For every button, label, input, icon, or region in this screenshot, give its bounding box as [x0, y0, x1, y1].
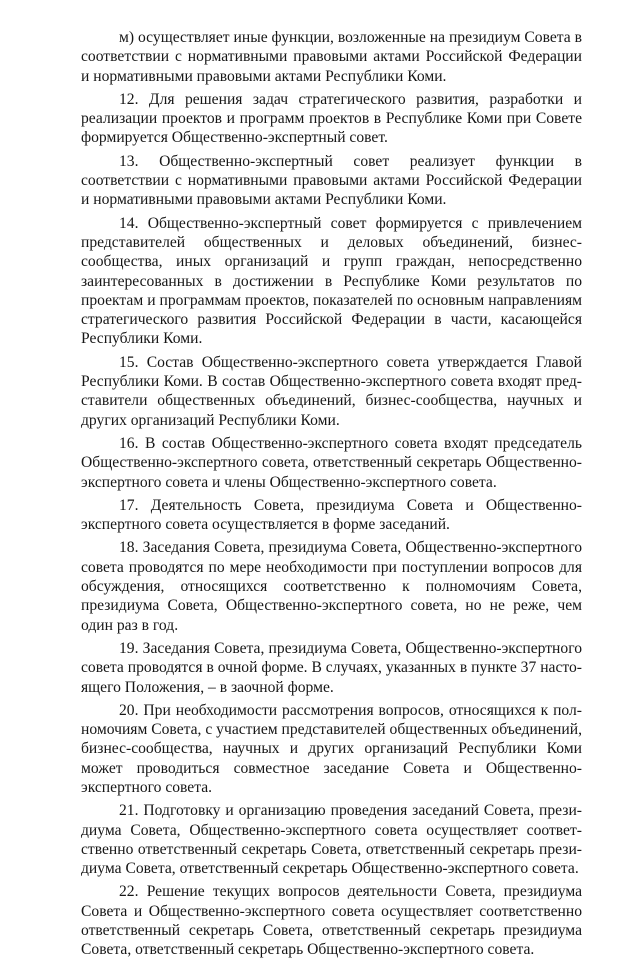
paragraph-22: 22. Решение текущих вопросов деятельности Совета, президиума Совета и Общественно-экспертного совета осуществляет соответственно ответственный секретарь Совета, ответственный секретарь президиума Совета, ответственный секретарь Общественно-экспертного совета.: [81, 883, 582, 959]
paragraph-21: 21. Подготовку и организацию проведения заседаний Совета, президиума Совета, Общественно-экспертного совета осуществляет соответственно ответственный секретарь Совета, ответственный секретарь президиума Совета, ответственный секретарь Общественно-экспертного совета.: [81, 802, 582, 878]
paragraph-13: 13. Общественно-экспертный совет реализует функции в соответствии с нормативными правовыми актами Российской Федерации и нормативными правовыми актами Республики Коми.: [81, 152, 582, 209]
paragraph-12: 12. Для решения задач стратегического развития, разработки и реализации проектов и программ проектов в Республике Коми при Совете формируется Общественно-экспертный совет.: [81, 90, 582, 147]
paragraph-item-m: м) осуществляет иные функции, возложенные на президиум Совета в соответствии с нормативными правовыми актами Российской Федерации и нормативными правовыми актами Республики Коми.: [81, 29, 582, 85]
paragraph-19: 19. Заседания Совета, президиума Совета, Общественно-экспертного совета проводятся в очной форме. В случаях, указанных в пункте 37 настоящего Положения, – в заочной форме.: [81, 639, 582, 696]
paragraph-20: 20. При необходимости рассмотрения вопросов, относящихся к полномочиям Совета, с участием представителей общественных объединений, бизнес-сообщества, научных и других организаций Республики Коми может проводиться совместное заседание Совета и Общественно-экспертного совета.: [81, 701, 582, 796]
paragraph-16: 16. В состав Общественно-экспертного совета входят председатель Общественно-экспертного совета, ответственный секретарь Общественно-экспертного совета и члены Общественно-экспертного совета.: [81, 434, 582, 491]
paragraph-15: 15. Состав Общественно-экспертного совета утверждается Главой Республики Коми. В состав Общественно-экспертного совета входят представители общественных объединений, бизнес-сообщества, научных и других организаций Республики Коми.: [81, 353, 582, 429]
paragraph-14: 14. Общественно-экспертный совет формируется с привлечением представителей общественных и деловых объединений, бизнес-сообщества, иных организаций и групп граждан, непосредственно заинтересованных в достижении в Республике Коми результатов по проектам и программам проектов, показателей по основным направлениям стратегического развития Российской Федерации в части, касающейся Республики Коми.: [81, 214, 582, 348]
paragraph-17: 17. Деятельность Совета, президиума Совета и Общественно-экспертного совета осуществляется в форме заседаний.: [81, 496, 582, 534]
paragraph-18: 18. Заседания Совета, президиума Совета, Общественно-экспертного совета проводятся по мере необходимости при поступлении вопросов для обсуждения, относящихся соответственно к полномочиям Совета, президиума Совета, Общественно-экспертного совета, но не реже, чем один раз в год.: [81, 539, 582, 634]
